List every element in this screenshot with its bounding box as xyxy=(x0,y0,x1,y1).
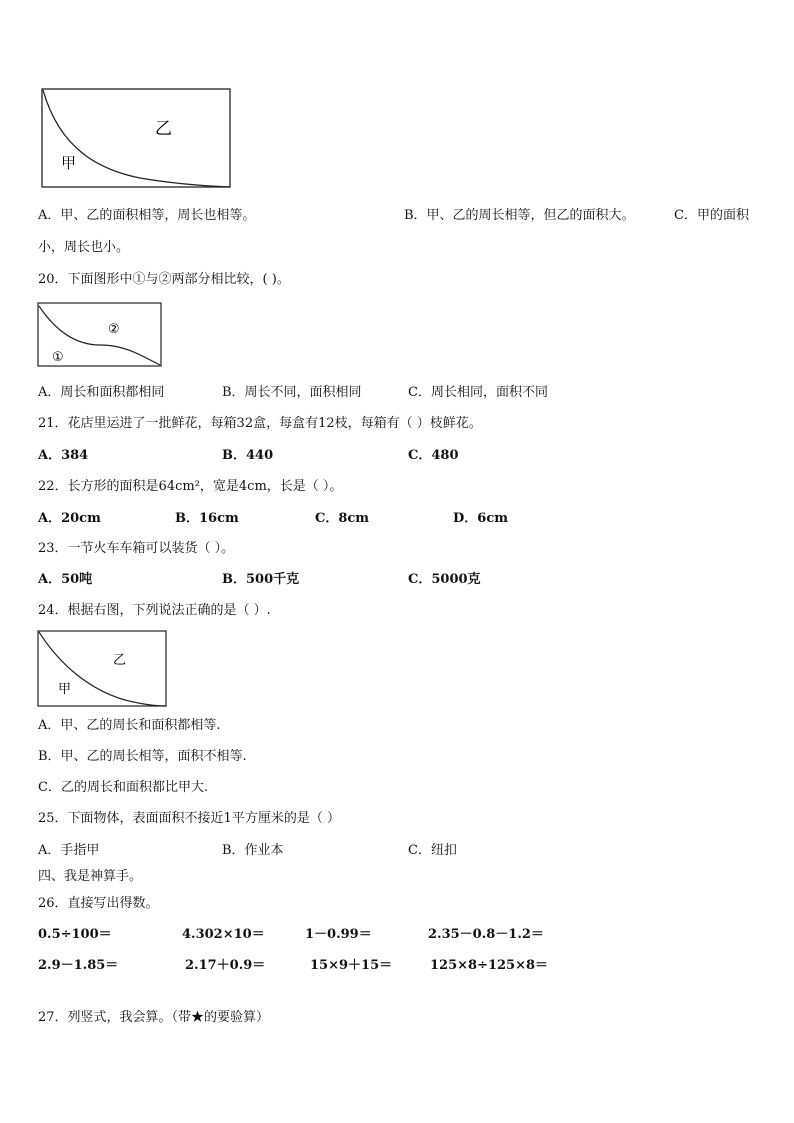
q24-label-jia: 甲 xyxy=(58,682,72,697)
q20-option-b: B．周长不同，面积相同 xyxy=(222,385,362,400)
q19-option-c-part1: C．甲的面积 xyxy=(674,208,749,223)
q26-item: 2.35－0.8－1.2＝ xyxy=(428,927,544,942)
q21-stem: 21．花店里运进了一批鲜花，每箱32盒，每盒有12枝，每箱有（ ）枝鲜花。 xyxy=(38,416,482,431)
q23-option-a: A．50吨 xyxy=(38,572,93,587)
q24-option-b: B．甲、乙的周长相等，面积不相等. xyxy=(38,749,247,764)
q22-option-c: C．8cm xyxy=(315,511,370,526)
section-4-title: 四、我是神算手。 xyxy=(38,869,143,884)
q24-label-yi: 乙 xyxy=(113,653,127,668)
q21-option-c: C．480 xyxy=(408,448,459,463)
q19-option-a: A．甲、乙的面积相等，周长也相等。 xyxy=(38,208,256,223)
q20-option-a: A．周长和面积都相同 xyxy=(38,385,165,400)
q19-option-b: B．甲、乙的周长相等，但乙的面积大。 xyxy=(404,208,635,223)
q23-option-b: B．500千克 xyxy=(222,572,300,587)
q20-stem: 20．下面图形中①与②两部分相比较，( )。 xyxy=(38,272,290,287)
q25-option-b: B．作业本 xyxy=(222,843,284,858)
q19-label-yi: 乙 xyxy=(155,119,172,139)
q22-option-a: A．20cm xyxy=(38,511,101,526)
q23-stem: 23．一节火车车箱可以装货（ ）。 xyxy=(38,541,235,556)
q23-option-c: C．5000克 xyxy=(408,572,481,587)
q26-item: 15×9＋15＝ xyxy=(310,958,393,973)
q26-stem: 26．直接写出得数。 xyxy=(38,896,159,911)
q26-item: 4.302×10＝ xyxy=(182,927,265,942)
q24-option-c: C．乙的周长和面积都比甲大. xyxy=(38,780,209,795)
q24-option-a: A．甲、乙的周长和面积都相等. xyxy=(38,718,221,733)
q26-item: 2.17＋0.9＝ xyxy=(185,958,266,973)
q22-option-d: D．6cm xyxy=(453,511,508,526)
q20-option-c: C．周长相同，面积不同 xyxy=(408,385,548,400)
q26-item: 1－0.99＝ xyxy=(305,927,372,942)
q20-label-2: ② xyxy=(108,322,120,337)
q22-option-b: B．16cm xyxy=(175,511,239,526)
q26-item: 2.9－1.85＝ xyxy=(38,958,119,973)
q25-option-a: A．手指甲 xyxy=(38,843,100,858)
q21-option-b: B．440 xyxy=(222,448,274,463)
q20-label-1: ① xyxy=(52,350,64,365)
q26-item: 0.5÷100＝ xyxy=(38,927,112,942)
q22-stem: 22．长方形的面积是64cm²，宽是4cm，长是（ ）。 xyxy=(38,479,343,494)
q21-option-a: A．384 xyxy=(38,448,89,463)
q27-stem: 27．列竖式，我会算。（带★的要验算） xyxy=(38,1010,270,1025)
q24-stem: 24．根据右图，下列说法正确的是（ ）. xyxy=(38,603,271,618)
q26-item: 125×8÷125×8＝ xyxy=(430,958,549,973)
q25-stem: 25．下面物体，表面面积不接近1平方厘米的是（ ） xyxy=(38,811,340,826)
q25-option-c: C．纽扣 xyxy=(408,843,457,858)
q19-label-jia: 甲 xyxy=(61,154,77,172)
q19-option-c-part2: 小，周长也小。 xyxy=(38,240,130,255)
